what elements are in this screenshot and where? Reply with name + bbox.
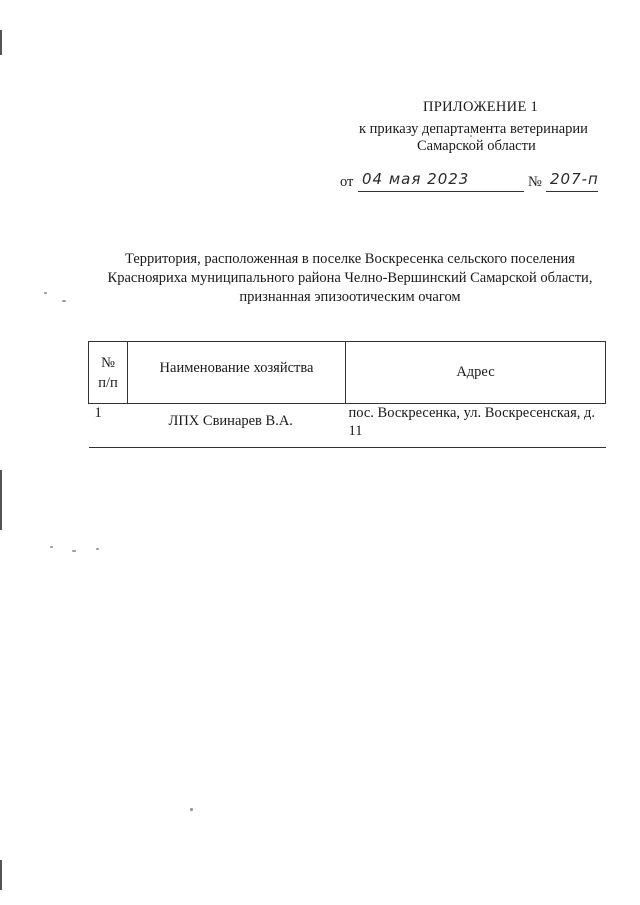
column-header-number xyxy=(89,342,128,404)
scan-speck xyxy=(96,548,99,550)
scan-speck xyxy=(190,808,193,811)
scan-edge-mark xyxy=(0,30,2,55)
farm-name-cell: ЛПХ Свинарев В.А. xyxy=(128,404,346,448)
address-cell: пос. Воскресенка, ул. Воскресенская, д. 11 xyxy=(346,404,606,448)
number-label: № xyxy=(528,174,542,190)
column-header-farm-name: Наименование хозяйства xyxy=(128,342,346,404)
column-header-number-line1: № xyxy=(101,354,115,371)
column-header-address: Адрес xyxy=(346,342,606,404)
handwritten-date: 04 мая 2023 xyxy=(362,170,470,188)
scan-edge-mark xyxy=(0,860,2,890)
appendix-region: Самарской области xyxy=(417,138,536,154)
row-number-cell: 1 xyxy=(89,404,128,448)
handwritten-number: 207-п xyxy=(550,170,599,188)
column-header-number-line2: п/п xyxy=(98,374,118,391)
number-underline xyxy=(546,191,598,192)
appendix-title: ПРИЛОЖЕНИЕ 1 xyxy=(423,99,539,115)
order-date-number-line xyxy=(340,170,600,194)
table-header-row xyxy=(89,342,606,404)
table-row xyxy=(89,404,606,448)
appendix-order-reference: к приказу департамента ветеринарии xyxy=(359,121,588,137)
scan-speck xyxy=(50,546,53,548)
date-from-label: от xyxy=(340,174,354,190)
scan-speck xyxy=(72,550,76,552)
scan-edge-mark xyxy=(0,470,2,530)
farms-table xyxy=(88,341,606,448)
scan-speck xyxy=(62,300,66,302)
date-underline xyxy=(358,191,524,192)
document-title: Территория, расположенная в поселке Воскресенка сельского поселения Краснояриха муниципального района Челно-Вершинский Самарской области, признанная эпизоотическим очагом xyxy=(107,251,593,305)
scan-speck xyxy=(44,292,47,294)
